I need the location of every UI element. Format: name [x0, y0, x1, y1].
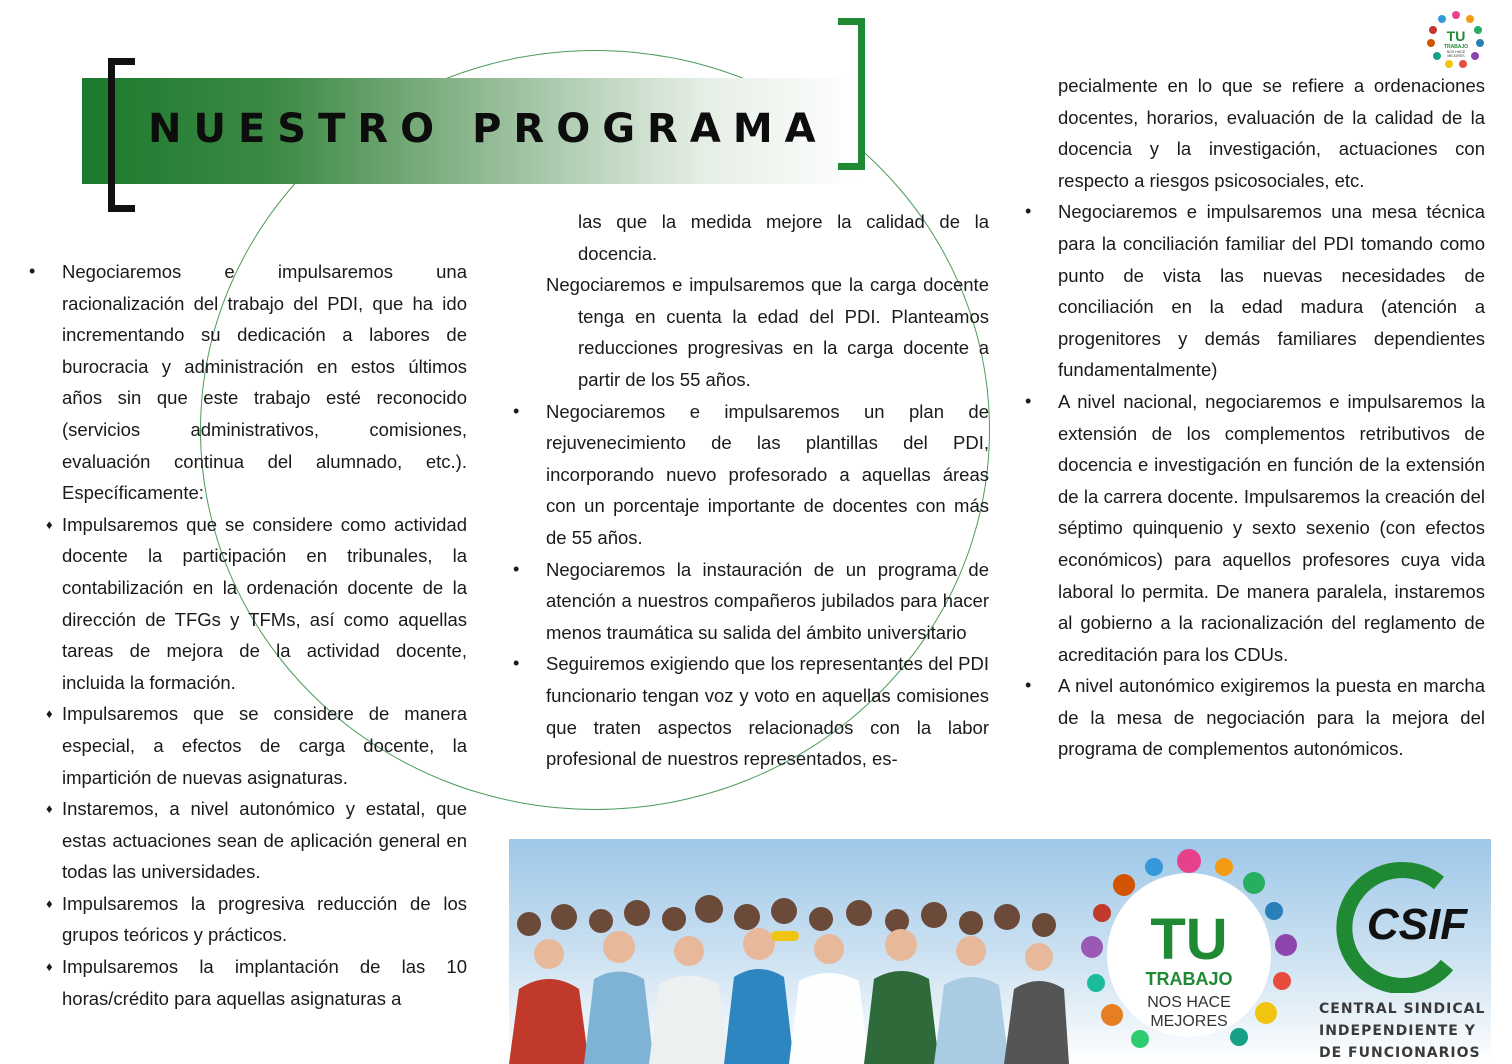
csif-logo: [1329, 853, 1479, 993]
list-item: • Negociaremos e impulsaremos un plan de rejuvenecimiento de las plantillas del PDI, incorporando nuevo profesorado a aquellas áreas con un porcentaje importante de docentes con más de 55 años.: [546, 396, 989, 554]
csif-caption: CENTRAL SINDICAL INDEPENDIENTE Y DE FUNCIONARIOS: [1319, 1001, 1486, 1061]
sub-list-item: ♦ Impulsaremos que se considere como actividad docente la participación en tribunales, la contabilización en la ordenación docente de la dirección de TFGs y TFMs, así como aquellas tareas de mejora de la actividad docente, incluida la formación.: [62, 509, 467, 699]
list-item: • Negociaremos e impulsaremos una racionalización del trabajo del PDI, que ha ido incrementando su dedicación a labores de burocracia y administración en estos últimos años sin que este trabajo esté reconocido (servicios administrativos, comisiones, evaluación continua del alumnado, etc.). Específicamente:: [62, 256, 467, 509]
tu-trabajo-corner-logo: [1425, 10, 1487, 70]
list-item: • Negociaremos e impulsaremos una mesa técnica para la conciliación familiar del PDI tomando como punto de vista las nuevas necesidades de conciliación en la edad madura (atención a progenitores y demás familiares dependientes fundamentalmente): [1058, 196, 1485, 386]
svg-text:CSIF: CSIF: [1366, 900, 1468, 949]
tu-trabajo-badge: [1074, 847, 1304, 1061]
column-right: [1058, 70, 1485, 765]
campaign-banner: [509, 839, 1491, 1064]
svg-text:TU: TU: [1446, 28, 1466, 44]
svg-text:TRABAJO: TRABAJO: [1443, 44, 1469, 50]
list-item: • Seguiremos exigiendo que los representantes del PDI funcionario tengan voz y voto en aquellas comisiones que traten aspectos relacionados con la labor profesional de nuestros representados, es-: [546, 648, 989, 774]
svg-text:NOS HACE: NOS HACE: [1147, 994, 1231, 1011]
continued-text: pecialmente en lo que se refiere a ordenaciones docentes, horarios, evaluación de la calidad de la docencia y la investigación, actuaciones con respecto a riesgos psicosociales, etc.: [1058, 75, 1485, 191]
workers-group-illustration: [509, 839, 1069, 1064]
list-item: • Negociaremos la instauración de un programa de atención a nuestros compañeros jubilados para hacer menos traumática su salida del ámbito universitario: [546, 554, 989, 649]
list-item: • A nivel autonómico exigiremos la puesta en marcha de la mesa de negociación para la mejora del programa de complementos autonómicos.: [1058, 670, 1485, 765]
sub-list-item: ♦ Impulsaremos que se considere de manera especial, a efectos de carga docente, la impartición de nuevas asignaturas.: [62, 698, 467, 793]
column-middle: [546, 206, 989, 775]
svg-text:NOS HACE: NOS HACE: [1446, 50, 1466, 54]
right-bracket: [838, 18, 865, 170]
sub-list-item: ♦ Impulsaremos la implantación de las 10 horas/crédito para aquellas asignaturas a: [62, 951, 467, 1014]
page-title: NUESTRO PROGRAMA: [148, 106, 828, 152]
list-item: • A nivel nacional, negociaremos e impulsaremos la extensión de los complementos retributivos de docencia e investigación en función de la extensión de la carrera docente. Impulsaremos la creación del séptimo quinquenio y sexto sexenio (con efectos económicos) para aquellos profesores cuya vida laboral lo permita. De manera paralela, instaremos al gobierno a la racionalización del reglamento de acreditación para los CDUs.: [1058, 386, 1485, 670]
column-left: [62, 256, 467, 1014]
svg-text:TRABAJO: TRABAJO: [1145, 969, 1233, 989]
sub-list-item: ♦ Impulsaremos la progresiva reducción de los grupos teóricos y prácticos.: [62, 888, 467, 951]
continued-text: las que la medida mejore la calidad de la docencia.: [578, 211, 989, 264]
svg-text:TU: TU: [1150, 907, 1228, 972]
svg-text:MEJORES: MEJORES: [1447, 54, 1465, 58]
left-bracket: [108, 58, 135, 212]
sub-list-item: ♦ Instaremos, a nivel autonómico y estatal, que estas actuaciones sean de aplicación general en todas las universidades.: [62, 793, 467, 888]
svg-text:MEJORES: MEJORES: [1150, 1013, 1228, 1030]
paragraph: Negociaremos e impulsaremos que la carga docente tenga en cuenta la edad del PDI. Planteamos reducciones progresivas en la carga docente a partir de los 55 años.: [546, 274, 989, 390]
